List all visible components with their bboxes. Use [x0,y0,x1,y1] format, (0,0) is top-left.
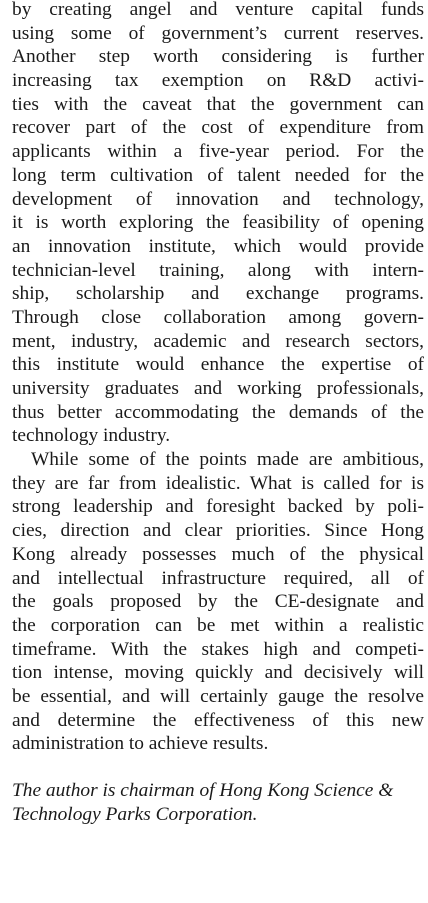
article-paragraph-2 [12,448,424,756]
text-line: Through close collaboration among govern- [12,306,424,328]
text-line: the goals proposed by the CE-designate and [12,591,424,613]
article-page [12,0,424,826]
text-line: recover part of the cost of expenditure from [12,117,424,139]
text-line: strong leadership and foresight backed by poli- [12,496,424,518]
text-line: cies, direction and clear priorities. Since Hong [12,520,424,542]
byline-line: The author is chairman of Hong Kong Science & [12,780,394,801]
text-line: it is worth exploring the feasibility of opening [12,212,424,234]
text-line: development of innovation and technology, [12,188,424,210]
text-line: and determine the effectiveness of this new [12,709,424,731]
byline-line: Technology Parks Corporation. [12,803,258,825]
text-line: an innovation institute, which would provide [12,235,424,257]
text-line: thus better accommodating the demands of the [12,401,424,423]
text-line: ties with the caveat that the government can [12,93,424,115]
text-line: ment, industry, academic and research sectors, [12,330,424,352]
text-line: technician-level training, along with intern- [12,259,424,281]
text-line: Kong already possesses much of the physical [12,543,424,565]
author-byline [12,779,424,826]
text-line: technology industry. [12,425,171,447]
text-line: be essential, and will certainly gauge the resolve [12,685,424,707]
text-line: the corporation can be met within a realistic [12,614,424,636]
text-line: increasing tax exemption on R&D activi- [12,70,424,92]
text-line: tion intense, moving quickly and decisively will [12,662,424,684]
text-line: ship, scholarship and exchange programs. [12,283,424,305]
text-line: university graduates and working professionals, [12,378,424,399]
text-line: long term cultivation of talent needed for the [12,164,424,186]
text-line: by creating angel and venture capital funds [12,0,424,20]
text-line: While some of the points made are ambitious, [31,449,424,471]
text-line: this institute would enhance the expertise of [12,354,424,376]
paragraph-spacer [12,756,424,779]
text-line: they are far from idealistic. What is called for is [12,472,424,494]
text-line: timeframe. With the stakes high and competi- [12,638,424,660]
text-line: and intellectual infrastructure required, all of [12,567,424,589]
text-line: Another step worth considering is further [12,46,424,68]
text-line: using some of government’s current reserves. [12,22,424,44]
article-paragraph-1 [12,0,424,448]
text-line: applicants within a five-year period. For the [12,141,424,163]
text-line: administration to achieve results. [12,733,269,755]
